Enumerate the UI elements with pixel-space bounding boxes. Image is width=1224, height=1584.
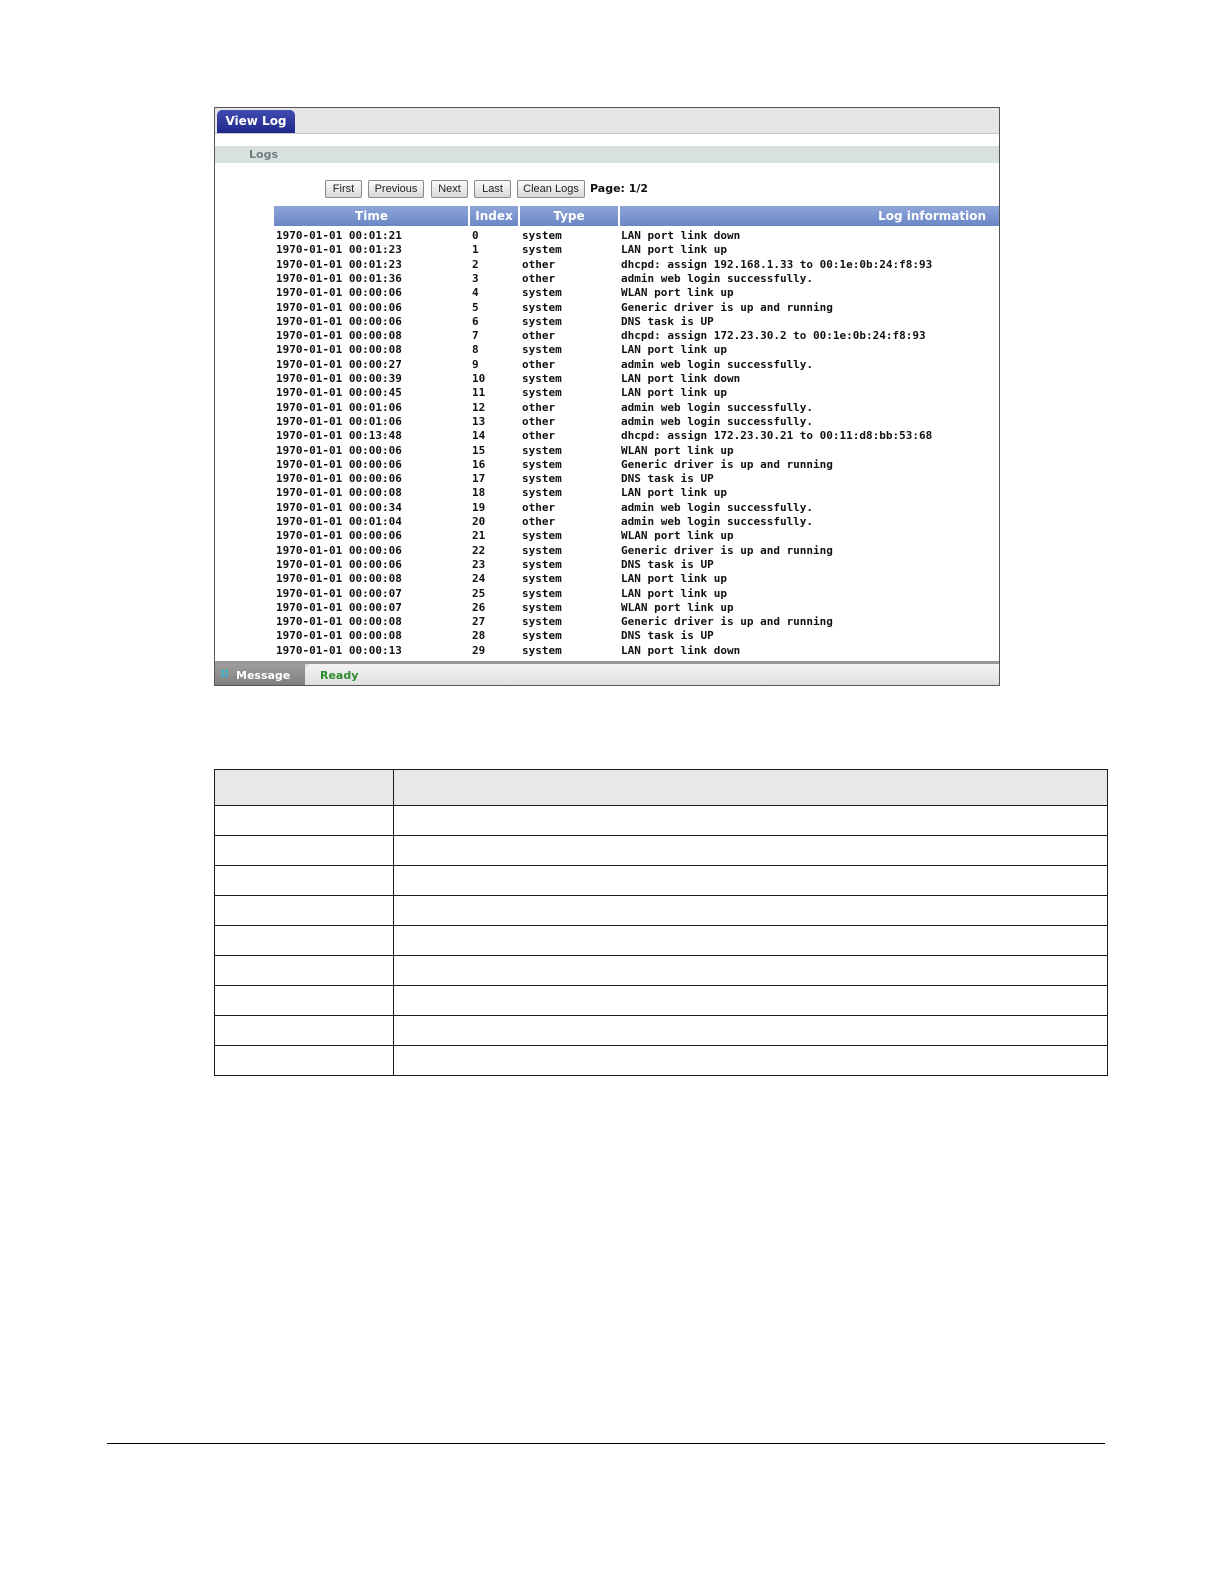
log-information: WLAN port link up <box>621 529 734 543</box>
log-information: LAN port link up <box>621 486 727 500</box>
log-type: other <box>522 329 556 343</box>
log-information: admin web login successfully. <box>621 400 814 414</box>
log-index: 0 <box>472 229 479 242</box>
log-type: other <box>522 400 556 414</box>
footer-rule <box>107 1443 1105 1444</box>
log-information: Generic driver is up and running <box>621 300 833 314</box>
log-index: 22 <box>472 543 486 557</box>
column-header-type[interactable]: Type <box>553 209 585 223</box>
log-row <box>274 286 1000 300</box>
log-time: 1970-01-01 00:01:04 <box>276 515 402 528</box>
table-row <box>215 956 1108 986</box>
table-row <box>215 986 1108 1016</box>
table-cell <box>215 866 394 896</box>
column-header-log-information[interactable]: Log information <box>878 209 986 223</box>
log-index: 8 <box>472 343 479 357</box>
message-bar <box>215 661 999 686</box>
previous-button[interactable]: Previous <box>368 180 424 198</box>
tab-bar <box>215 108 999 134</box>
table-header-cell <box>394 770 1108 806</box>
log-information: admin web login successfully. <box>621 515 814 528</box>
log-row <box>274 301 1000 315</box>
log-type: system <box>522 529 562 543</box>
log-index: 18 <box>472 486 486 500</box>
log-information: dhcpd: assign 192.168.1.33 to 00:1e:0b:24:f8:93 <box>621 257 933 271</box>
log-time: 1970-01-01 00:00:13 <box>276 643 402 657</box>
log-information: WLAN port link up <box>621 600 734 614</box>
log-type: system <box>522 286 562 300</box>
log-time: 1970-01-01 00:00:06 <box>276 529 402 543</box>
last-button[interactable]: Last <box>474 180 511 198</box>
table-cell <box>215 806 394 836</box>
log-index: 14 <box>472 429 486 443</box>
log-row <box>274 472 1000 486</box>
log-row <box>274 243 1000 257</box>
table-cell <box>215 896 394 926</box>
log-index: 25 <box>472 586 486 600</box>
log-index: 9 <box>472 357 479 371</box>
log-type: system <box>522 314 562 328</box>
log-time: 1970-01-01 00:00:06 <box>276 443 402 457</box>
log-type: system <box>522 643 562 657</box>
log-information: WLAN port link up <box>621 443 734 457</box>
log-time: 1970-01-01 00:01:23 <box>276 257 402 271</box>
log-information: admin web login successfully. <box>621 357 814 371</box>
log-time: 1970-01-01 00:00:06 <box>276 300 402 314</box>
table-cell <box>215 836 394 866</box>
log-information: LAN port link down <box>621 372 741 385</box>
log-index: 13 <box>472 414 486 428</box>
log-time: 1970-01-01 00:00:07 <box>276 600 402 614</box>
log-time: 1970-01-01 00:00:08 <box>276 572 402 586</box>
log-row <box>274 229 1000 243</box>
log-index: 19 <box>472 500 486 514</box>
log-row <box>274 329 1000 343</box>
section-title: Logs <box>249 148 278 161</box>
table-cell <box>394 1046 1108 1076</box>
table-row <box>215 806 1108 836</box>
log-type: system <box>522 343 562 357</box>
clean-logs-button[interactable]: Clean Logs <box>517 180 585 198</box>
log-row <box>274 587 1000 601</box>
log-row <box>274 515 1000 529</box>
log-type: system <box>522 600 562 614</box>
log-index: 26 <box>472 600 486 614</box>
log-type: other <box>522 515 556 528</box>
log-row <box>274 558 1000 572</box>
log-row <box>274 529 1000 543</box>
log-type: other <box>522 357 556 371</box>
log-index: 10 <box>472 372 486 385</box>
log-row <box>274 615 1000 629</box>
log-type: system <box>522 229 562 242</box>
log-type: other <box>522 500 556 514</box>
log-index: 29 <box>472 643 486 657</box>
log-index: 17 <box>472 472 486 486</box>
log-time: 1970-01-01 00:01:06 <box>276 400 402 414</box>
log-index: 2 <box>472 257 479 271</box>
table-cell <box>394 836 1108 866</box>
log-time: 1970-01-01 00:00:34 <box>276 500 402 514</box>
log-information: dhcpd: assign 172.23.30.2 to 00:1e:0b:24:f8:93 <box>621 329 926 343</box>
log-index: 23 <box>472 557 486 571</box>
log-information: DNS task is UP <box>621 472 714 486</box>
log-row <box>274 501 1000 515</box>
log-type: system <box>522 457 562 471</box>
log-type: other <box>522 271 556 285</box>
log-information: LAN port link up <box>621 572 727 586</box>
log-time: 1970-01-01 00:00:06 <box>276 557 402 571</box>
table-cell <box>215 986 394 1016</box>
log-time: 1970-01-01 00:01:36 <box>276 271 402 285</box>
table-cell <box>215 1046 394 1076</box>
log-type: system <box>522 300 562 314</box>
log-information: DNS task is UP <box>621 314 714 328</box>
column-header-time[interactable]: Time <box>355 209 388 223</box>
table-cell <box>394 926 1108 956</box>
log-information: LAN port link up <box>621 343 727 357</box>
log-index: 6 <box>472 314 479 328</box>
first-button[interactable]: First <box>325 180 362 198</box>
log-type: system <box>522 586 562 600</box>
status-text: Ready <box>320 669 359 682</box>
log-index: 3 <box>472 271 479 285</box>
log-type: system <box>522 543 562 557</box>
log-information: LAN port link down <box>621 643 741 657</box>
log-row <box>274 458 1000 472</box>
table-row <box>215 836 1108 866</box>
log-index: 4 <box>472 286 479 300</box>
log-index: 21 <box>472 529 486 543</box>
log-time: 1970-01-01 00:00:06 <box>276 472 402 486</box>
log-time: 1970-01-01 00:01:06 <box>276 414 402 428</box>
log-row <box>274 343 1000 357</box>
log-row <box>274 444 1000 458</box>
log-information: dhcpd: assign 172.23.30.21 to 00:11:d8:bb:53:68 <box>621 429 933 443</box>
log-row <box>274 258 1000 272</box>
log-type: system <box>522 472 562 486</box>
log-table-header <box>274 206 1000 226</box>
table-cell <box>394 806 1108 836</box>
log-type: other <box>522 429 556 443</box>
log-type: system <box>522 615 562 629</box>
log-row <box>274 386 1000 400</box>
logs-section-header <box>215 146 999 163</box>
log-type: other <box>522 414 556 428</box>
log-type: system <box>522 629 562 643</box>
log-time: 1970-01-01 00:00:06 <box>276 286 402 300</box>
message-status <box>305 664 1000 686</box>
log-information: Generic driver is up and running <box>621 543 833 557</box>
log-index: 7 <box>472 329 479 343</box>
log-index: 11 <box>472 386 486 400</box>
column-header-index[interactable]: Index <box>475 209 513 223</box>
log-type: system <box>522 243 562 257</box>
view-log-screenshot <box>214 107 1000 686</box>
log-information: admin web login successfully. <box>621 271 814 285</box>
tab-view-log[interactable]: View Log <box>217 110 295 133</box>
log-type: system <box>522 386 562 400</box>
log-type: system <box>522 486 562 500</box>
table-cell <box>394 1016 1108 1046</box>
table-cell <box>215 1016 394 1046</box>
log-time: 1970-01-01 00:00:08 <box>276 486 402 500</box>
log-time: 1970-01-01 00:01:23 <box>276 243 402 257</box>
log-time: 1970-01-01 00:00:39 <box>276 372 402 385</box>
log-index: 1 <box>472 243 479 257</box>
log-index: 15 <box>472 443 486 457</box>
table-row <box>215 896 1108 926</box>
log-time: 1970-01-01 00:00:08 <box>276 629 402 643</box>
table-cell <box>394 986 1108 1016</box>
grip-icon <box>221 670 229 680</box>
log-time: 1970-01-01 00:00:08 <box>276 343 402 357</box>
log-index: 28 <box>472 629 486 643</box>
log-information: WLAN port link up <box>621 286 734 300</box>
log-time: 1970-01-01 00:01:21 <box>276 229 402 242</box>
table-cell <box>215 926 394 956</box>
table-row <box>215 866 1108 896</box>
log-index: 16 <box>472 457 486 471</box>
log-row <box>274 629 1000 643</box>
log-time: 1970-01-01 00:00:06 <box>276 314 402 328</box>
log-row <box>274 358 1000 372</box>
log-time: 1970-01-01 00:00:08 <box>276 329 402 343</box>
log-time: 1970-01-01 00:00:08 <box>276 615 402 629</box>
log-information: LAN port link down <box>621 229 741 242</box>
log-information: admin web login successfully. <box>621 500 814 514</box>
log-row <box>274 486 1000 500</box>
log-time: 1970-01-01 00:00:45 <box>276 386 402 400</box>
table-cell <box>394 896 1108 926</box>
log-row <box>274 315 1000 329</box>
log-row <box>274 372 1000 386</box>
log-type: system <box>522 372 562 385</box>
table-row <box>215 926 1108 956</box>
log-information: admin web login successfully. <box>621 414 814 428</box>
log-information: DNS task is UP <box>621 557 714 571</box>
log-row <box>274 401 1000 415</box>
log-row <box>274 644 1000 658</box>
table-cell <box>394 866 1108 896</box>
table-cell <box>394 956 1108 986</box>
table-header-cell <box>215 770 394 806</box>
log-information: LAN port link up <box>621 386 727 400</box>
table-cell <box>215 956 394 986</box>
log-row <box>274 429 1000 443</box>
log-information: Generic driver is up and running <box>621 457 833 471</box>
log-information: LAN port link up <box>621 586 727 600</box>
page-indicator: Page: 1/2 <box>590 182 649 195</box>
log-type: other <box>522 257 556 271</box>
log-time: 1970-01-01 00:13:48 <box>276 429 402 443</box>
log-type: system <box>522 557 562 571</box>
log-information: Generic driver is up and running <box>621 615 833 629</box>
log-information: LAN port link up <box>621 243 727 257</box>
log-index: 27 <box>472 615 486 629</box>
log-index: 24 <box>472 572 486 586</box>
message-label: Message <box>236 669 291 682</box>
table-row <box>215 1016 1108 1046</box>
log-time: 1970-01-01 00:00:07 <box>276 586 402 600</box>
log-row <box>274 601 1000 615</box>
log-row <box>274 272 1000 286</box>
log-row <box>274 572 1000 586</box>
log-time: 1970-01-01 00:00:06 <box>276 457 402 471</box>
log-index: 5 <box>472 300 479 314</box>
log-row <box>274 544 1000 558</box>
log-index: 12 <box>472 400 486 414</box>
log-index: 20 <box>472 515 486 528</box>
table-header-row <box>215 770 1108 806</box>
table-row <box>215 1046 1108 1076</box>
log-type: system <box>522 443 562 457</box>
description-table <box>214 769 1108 1076</box>
log-row <box>274 415 1000 429</box>
log-time: 1970-01-01 00:00:06 <box>276 543 402 557</box>
log-time: 1970-01-01 00:00:27 <box>276 357 402 371</box>
log-type: system <box>522 572 562 586</box>
next-button[interactable]: Next <box>431 180 468 198</box>
message-label-box <box>215 664 305 686</box>
log-information: DNS task is UP <box>621 629 714 643</box>
